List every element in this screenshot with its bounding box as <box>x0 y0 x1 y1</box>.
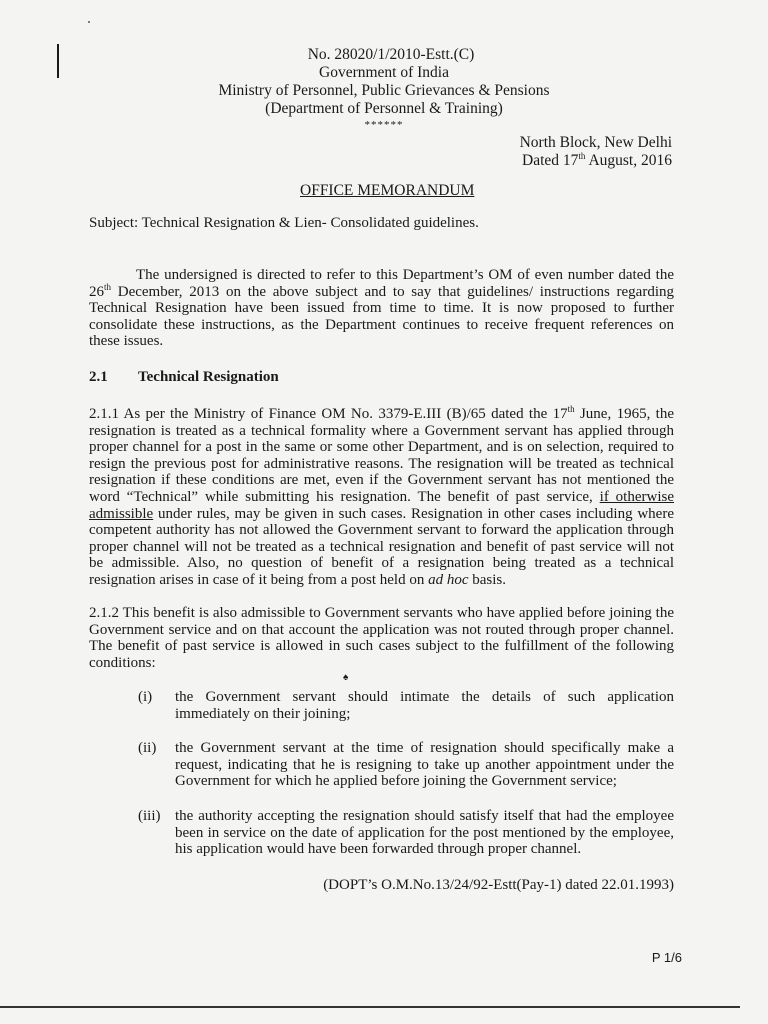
paragraph-2-1-1 <box>89 406 674 589</box>
intro-ordinal: th <box>104 281 112 292</box>
scan-speck <box>88 21 90 23</box>
p211-text-d: basis. <box>468 571 507 588</box>
p211-underlined: if otherwise admissible <box>89 488 674 522</box>
condition-text: the Government servant should intimate the details of such application immediately on their joining; <box>175 689 674 722</box>
reference-citation: (DOPT’s O.M.No.13/24/92-Estt(Pay-1) dated 22.01.1993) <box>323 877 674 893</box>
section-title: Technical Resignation <box>138 369 279 385</box>
ministry-line: Ministry of Personnel, Public Grievances & Pensions <box>218 82 550 99</box>
intro-text-a: The undersigned is directed to refer to this Department’s OM of even number dated the 26 <box>89 267 674 300</box>
condition-text: the Government servant at the time of resignation should specifically make a request, indicating that he is resigning to take up another appointment under the Government for which he applied before joining the Government service; <box>175 740 674 790</box>
p211-ordinal: th <box>567 404 575 414</box>
condition-label: (i) <box>138 689 153 705</box>
location: North Block, New Delhi <box>519 134 672 151</box>
intro-paragraph <box>89 267 674 350</box>
scan-artifact-mark: ♠ <box>343 672 349 683</box>
subject-line: Subject: Technical Resignation & Lien- Consolidated guidelines. <box>89 215 479 231</box>
section-number: 2.1 <box>89 369 108 385</box>
p211-italic: ad hoc <box>428 571 469 588</box>
date-ordinal: th <box>578 150 586 161</box>
condition-text: the authority accepting the resignation should satisfy itself that had the employee been in service on the date of application for the post mentioned by the employee, his application would have been forwarded through proper channel. <box>175 808 674 858</box>
department-line: (Department of Personnel & Training) <box>265 100 503 117</box>
date-line <box>520 152 672 170</box>
page-number: P 1/6 <box>651 950 682 965</box>
header-separator: ****** <box>364 119 404 131</box>
p211-text-a: 2.1.1 As per the Ministry of Finance OM No. 3379-E.III (B)/65 dated the 17 <box>89 406 568 422</box>
p211-text-b: June, 1965, the resignation is treated as a technical formality where a Government servant has applied through proper channel for a post in the same or some other Department, and is on selection, required to resign the previous post for administrative reasons. The resignation will be treated as technical resignation if these conditions are met, even if the Government servant has not mentioned the word “Technical” while submitting his resignation. The benefit of past service, <box>89 406 674 505</box>
bottom-scan-edge <box>0 1006 740 1008</box>
file-number: No. 28020/1/2010-Estt.(C) <box>307 46 475 63</box>
paragraph-2-1-2: 2.1.2 This benefit is also admissible to Government servants who have applied before joining the Government service and on that account the application was not routed through proper channel. The benefit of past service is allowed in such cases subject to the fulfillment of the following conditions: <box>89 605 674 671</box>
p211-text-c: under rules, may be given in such cases. Resignation in other cases including where competent authority has not allowed the Government servant to forward the application through proper channel will not be treated as a technical resignation and benefit of past service will not be admissible. Also, no question of benefit of a resignation being treated as a technical resignation arises in case of it being from a post held on <box>89 505 674 588</box>
condition-label: (iii) <box>138 808 161 824</box>
memo-title: OFFICE MEMORANDUM <box>300 182 475 199</box>
date-prefix: Dated 17 <box>522 152 579 169</box>
place-and-date <box>520 134 672 170</box>
date-rest: August, 2016 <box>585 152 672 169</box>
intro-text-b: December, 2013 on the above subject and to say that guidelines/ instructions regarding Technical Resignation have been issued from time to time. It is now proposed to further consolidate these instructions, as the Department continues to receive frequent references on these issues. <box>89 283 674 350</box>
government-line: Government of India <box>319 64 449 81</box>
condition-item <box>138 740 674 790</box>
letterhead <box>0 46 768 132</box>
condition-item <box>138 808 674 858</box>
condition-item <box>138 689 674 722</box>
condition-label: (ii) <box>138 740 157 756</box>
section-heading <box>89 369 279 386</box>
